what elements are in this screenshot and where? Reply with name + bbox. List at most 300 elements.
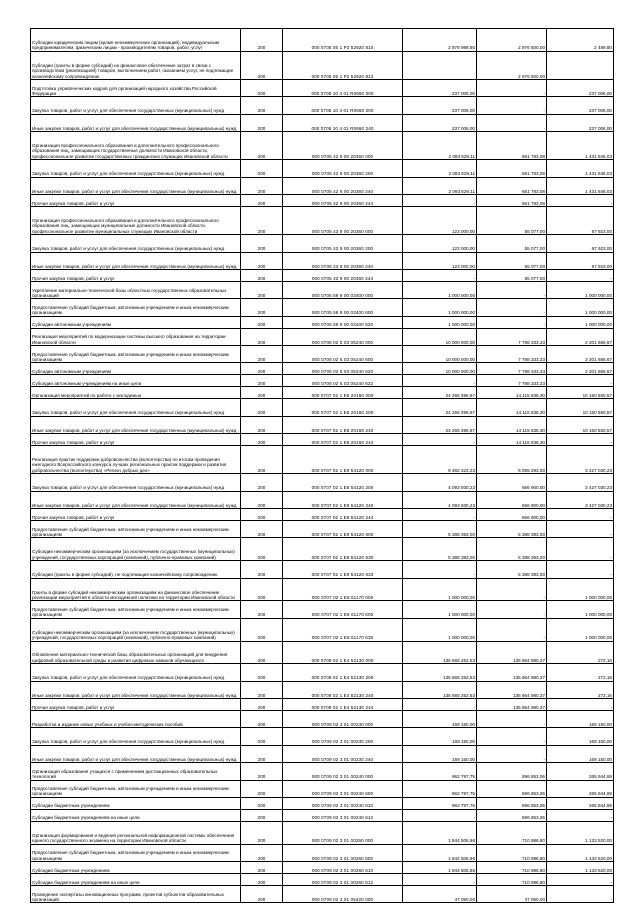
row-code-cell: 200 bbox=[241, 114, 283, 131]
row-code-cell: 200 bbox=[241, 269, 283, 281]
row-executed-cell: 55 077,00 bbox=[477, 235, 547, 252]
row-name-cell: Подготовка управленческих кадров для организаций народного хозяйства Российской Федерации bbox=[31, 79, 241, 96]
row-name-cell: Предоставление субсидий бюджетным, автономным учреждениям и иным некоммерческим организациям bbox=[31, 299, 241, 316]
row-code-cell: 200 bbox=[241, 177, 283, 194]
row-approved-cell: 1 000 000,00 bbox=[403, 578, 477, 601]
row-executed-cell: - bbox=[477, 299, 547, 316]
row-classification-cell: 000 0709 02 3 01 00260 610 bbox=[283, 862, 403, 874]
row-approved-cell: - bbox=[403, 509, 477, 521]
row-approved-cell: 2 093 629,11 bbox=[403, 160, 477, 177]
table-row bbox=[31, 711, 614, 728]
row-name-cell: Иные закупки товаров, работ и услуг для обеспечения государственных (муниципальных) нужд bbox=[31, 177, 241, 194]
row-executed-cell: 7 798 333,33 bbox=[477, 328, 547, 345]
row-name-cell: Субсидии автономным учреждениям на иные цели bbox=[31, 375, 241, 387]
row-executed-cell: - bbox=[477, 97, 547, 114]
row-approved-cell: 10 000 000,00 bbox=[403, 363, 477, 375]
row-name-cell: Прочая закупка товаров, работ и услуг bbox=[31, 269, 241, 281]
row-name-cell: Иные закупки товаров, работ и услуг для обеспечения государственных (муниципальных) нужд bbox=[31, 491, 241, 508]
row-name-cell: Закупка товаров, работ и услуг для обеспечения государственных (муниципальных) нужд bbox=[31, 235, 241, 252]
table-row bbox=[31, 521, 614, 538]
row-approved-cell: - bbox=[403, 699, 477, 711]
row-remaining-cell: 2 201 666,67 bbox=[547, 346, 614, 363]
row-approved-cell: 237 006,00 bbox=[403, 79, 477, 96]
row-executed-cell: 696 853,06 bbox=[477, 763, 547, 780]
table-row bbox=[31, 160, 614, 177]
table-row bbox=[31, 387, 614, 399]
table-row bbox=[31, 269, 614, 281]
row-approved-cell: 237 006,00 bbox=[403, 97, 477, 114]
row-remaining-cell: - bbox=[547, 521, 614, 538]
row-remaining-cell: - bbox=[547, 538, 614, 561]
row-code-cell: 200 bbox=[241, 160, 283, 177]
table-row bbox=[31, 281, 614, 298]
row-executed-cell: 14 115 838,30 bbox=[477, 434, 547, 446]
row-code-cell: 200 bbox=[241, 641, 283, 664]
row-executed-cell: 14 115 838,30 bbox=[477, 387, 547, 399]
row-name-cell: Субсидии бюджетным учреждениям на иные цели bbox=[31, 809, 241, 821]
row-remaining-cell: - bbox=[547, 809, 614, 821]
row-remaining-cell: 237 006,00 bbox=[547, 79, 614, 96]
table-row bbox=[31, 745, 614, 762]
table-row bbox=[31, 97, 614, 114]
row-code-cell: 200 bbox=[241, 328, 283, 345]
row-code-cell: 200 bbox=[241, 885, 283, 902]
table-row bbox=[31, 114, 614, 131]
table-row bbox=[31, 474, 614, 491]
row-code-cell: 200 bbox=[241, 29, 283, 52]
row-classification-cell: 000 0706 02 5 03 05240 600 bbox=[283, 346, 403, 363]
table-row bbox=[31, 780, 614, 797]
table-row bbox=[31, 252, 614, 269]
table-row bbox=[31, 821, 614, 844]
row-code-cell: 200 bbox=[241, 745, 283, 762]
row-code-cell: 200 bbox=[241, 664, 283, 681]
table-row bbox=[31, 885, 614, 902]
row-name-cell: Проведение экспертизы инновационных программ, проектов субъектов образовательных организаций bbox=[31, 885, 241, 902]
table-row bbox=[31, 874, 614, 886]
row-classification-cell: 000 0705 43 9 00 20360 240 bbox=[283, 252, 403, 269]
row-remaining-cell: 1 000 000,00 bbox=[547, 316, 614, 328]
row-remaining-cell: 265 944,69 bbox=[547, 797, 614, 809]
row-executed-cell: 135 664 980,37 bbox=[477, 681, 547, 698]
row-name-cell: Организация мероприятий по работе с молодежью bbox=[31, 387, 241, 399]
row-code-cell: 200 bbox=[241, 446, 283, 474]
row-remaining-cell: - bbox=[547, 699, 614, 711]
row-code-cell: 200 bbox=[241, 416, 283, 433]
row-name-cell: Организация образования учащихся с применением дистанционных образовательных технологий bbox=[31, 763, 241, 780]
row-name-cell: Закупка товаров, работ и услуг для обеспечения государственных (муниципальных) нужд bbox=[31, 160, 241, 177]
table-row bbox=[31, 346, 614, 363]
row-approved-cell: 4 093 930,23 bbox=[403, 474, 477, 491]
table-row bbox=[31, 363, 614, 375]
row-executed-cell: 14 115 838,30 bbox=[477, 399, 547, 416]
row-classification-cell: 000 0709 02 3 01 00230 000 bbox=[283, 711, 403, 728]
table-row bbox=[31, 416, 614, 433]
row-name-cell: Закупка товаров, работ и услуг для обеспечения государственных (муниципальных) нужд bbox=[31, 97, 241, 114]
row-name-cell: Субсидии юридическим лицам (кроме некоммерческих организаций), индивидуальным предпринимателям, физическим лицам - производителям товаров, работ, услуг bbox=[31, 29, 241, 52]
row-classification-cell: 000 0707 02 1 E8 20160 244 bbox=[283, 434, 403, 446]
row-executed-cell: 55 077,00 bbox=[477, 207, 547, 235]
row-approved-cell: 123 000,00 bbox=[403, 235, 477, 252]
row-executed-cell: 666 900,00 bbox=[477, 474, 547, 491]
row-code-cell: 200 bbox=[241, 79, 283, 96]
row-name-cell: Субсидии бюджетным учреждениям bbox=[31, 797, 241, 809]
row-classification-cell: 000 0709 02 3 01 00240 612 bbox=[283, 809, 403, 821]
row-approved-cell: - bbox=[403, 434, 477, 446]
row-remaining-cell: 1 431 846,03 bbox=[547, 132, 614, 160]
row-name-cell: Реализация мероприятий по модернизации системы высшего образования на территории Ивановской области bbox=[31, 328, 241, 345]
table-row bbox=[31, 235, 614, 252]
row-approved-cell: 1 000 000,00 bbox=[403, 299, 477, 316]
row-executed-cell: - bbox=[477, 316, 547, 328]
row-executed-cell: 696 853,06 bbox=[477, 780, 547, 797]
row-code-cell: 200 bbox=[241, 578, 283, 601]
row-classification-cell: 000 0709 02 3 01 00240 600 bbox=[283, 780, 403, 797]
row-name-cell: Предоставление субсидий бюджетным, автономным учреждениям и иным некоммерческим организациям bbox=[31, 521, 241, 538]
row-code-cell: 200 bbox=[241, 399, 283, 416]
row-executed-cell: 2 976 500,00 bbox=[477, 29, 547, 52]
row-name-cell: Гранты в форме субсидий некоммерческим организациям на финансовое обеспечение реализации мероприятий в области молодежной политики на территории Ивановской области bbox=[31, 578, 241, 601]
row-classification-cell: 000 0709 02 3 01 00230 240 bbox=[283, 745, 403, 762]
table-row bbox=[31, 299, 614, 316]
row-remaining-cell: 3 427 030,23 bbox=[547, 446, 614, 474]
row-remaining-cell: - bbox=[547, 561, 614, 578]
table-row bbox=[31, 561, 614, 578]
table-row bbox=[31, 601, 614, 618]
row-code-cell: 200 bbox=[241, 561, 283, 578]
table-row bbox=[31, 29, 614, 52]
row-code-cell: 200 bbox=[241, 299, 283, 316]
row-classification-cell: 000 0705 42 9 00 20360 240 bbox=[283, 177, 403, 194]
row-remaining-cell: 1 000 000,00 bbox=[547, 578, 614, 601]
row-approved-cell: 123 000,00 bbox=[403, 207, 477, 235]
row-name-cell: Укрепление материально-технической базы областных государственных образовательных организаций bbox=[31, 281, 241, 298]
row-remaining-cell: - bbox=[547, 269, 614, 281]
row-classification-cell: 000 0707 02 1 E8 54120 633 bbox=[283, 561, 403, 578]
table-row bbox=[31, 328, 614, 345]
row-executed-cell: 6 055 293,00 bbox=[477, 446, 547, 474]
row-classification-cell: 000 0706 02 5 03 05240 620 bbox=[283, 363, 403, 375]
row-executed-cell: 710 986,80 bbox=[477, 862, 547, 874]
report-sheet bbox=[30, 28, 613, 903]
row-classification-cell: 000 0705 05 1 P2 52920 813 bbox=[283, 51, 403, 79]
row-code-cell: 200 bbox=[241, 618, 283, 641]
row-remaining-cell: 10 150 560,57 bbox=[547, 416, 614, 433]
row-approved-cell: 962 797,75 bbox=[403, 780, 477, 797]
row-code-cell: 200 bbox=[241, 252, 283, 269]
row-executed-cell: 661 783,08 bbox=[477, 177, 547, 194]
row-name-cell: Субсидии некоммерческим организациям (за исключением государственных (муниципальных) учреждений, государственных корпораций (компаний), публично-правовых компаний) bbox=[31, 618, 241, 641]
row-classification-cell: 000 0709 02 3 01 00240 000 bbox=[283, 763, 403, 780]
row-code-cell: 200 bbox=[241, 346, 283, 363]
row-remaining-cell: 1 133 520,00 bbox=[547, 844, 614, 861]
row-classification-cell: 000 0705 05 1 P2 52920 810 bbox=[283, 29, 403, 52]
row-approved-cell: - bbox=[403, 561, 477, 578]
row-remaining-cell: - bbox=[547, 874, 614, 886]
row-remaining-cell: - bbox=[547, 195, 614, 207]
row-executed-cell: 5 388 393,00 bbox=[477, 538, 547, 561]
row-classification-cell: 000 0707 02 1 E8 20160 240 bbox=[283, 416, 403, 433]
table-row bbox=[31, 538, 614, 561]
row-remaining-cell: 237 006,00 bbox=[547, 97, 614, 114]
row-classification-cell: 000 0709 02 1 E4 52130 240 bbox=[283, 681, 403, 698]
row-name-cell: Прочая закупка товаров, работ и услуг bbox=[31, 195, 241, 207]
table-row bbox=[31, 578, 614, 601]
row-remaining-cell: 67 923,00 bbox=[547, 252, 614, 269]
row-approved-cell: 2 093 629,11 bbox=[403, 177, 477, 194]
table-row bbox=[31, 699, 614, 711]
table-row bbox=[31, 728, 614, 745]
row-classification-cell: 000 0705 10 4 01 R0660 000 bbox=[283, 79, 403, 96]
row-approved-cell: 2 093 629,11 bbox=[403, 132, 477, 160]
row-approved-cell: 135 665 252,53 bbox=[403, 664, 477, 681]
row-classification-cell: 000 0709 02 3 01 00260 612 bbox=[283, 874, 403, 886]
row-classification-cell: 000 0709 02 3 01 00240 610 bbox=[283, 797, 403, 809]
row-name-cell: Организация профессионального образования и дополнительного профессионального образования лиц, замещающих муниципальные должности Ивановской области, профессиональное развитие муниципальных служащих Ивановской области bbox=[31, 207, 241, 235]
row-approved-cell: 1 000 000,00 bbox=[403, 618, 477, 641]
row-code-cell: 200 bbox=[241, 780, 283, 797]
row-classification-cell: 000 0705 42 9 00 20360 244 bbox=[283, 195, 403, 207]
row-code-cell: 200 bbox=[241, 51, 283, 79]
row-remaining-cell: 1 133 520,00 bbox=[547, 821, 614, 844]
row-executed-cell: 135 664 980,37 bbox=[477, 641, 547, 664]
row-approved-cell: 10 000 000,00 bbox=[403, 346, 477, 363]
row-code-cell: 200 bbox=[241, 509, 283, 521]
row-executed-cell: 710 986,80 bbox=[477, 874, 547, 886]
row-executed-cell: 47 050,00 bbox=[477, 885, 547, 902]
row-executed-cell: 661 783,08 bbox=[477, 132, 547, 160]
row-remaining-cell: - bbox=[547, 434, 614, 446]
row-executed-cell: 135 664 980,37 bbox=[477, 664, 547, 681]
row-name-cell: Прочая закупка товаров, работ и услуг bbox=[31, 699, 241, 711]
row-classification-cell: 000 0709 02 3 01 00260 000 bbox=[283, 821, 403, 844]
row-classification-cell: 000 0707 02 1 E8 54120 240 bbox=[283, 491, 403, 508]
row-classification-cell: 000 0707 02 1 E8 61170 600 bbox=[283, 601, 403, 618]
row-executed-cell: 5 388 393,00 bbox=[477, 561, 547, 578]
row-name-cell: Предоставление субсидий бюджетным, автономным учреждениям и иным некоммерческим организациям bbox=[31, 346, 241, 363]
row-executed-cell: - bbox=[477, 578, 547, 601]
row-name-cell: Закупка товаров, работ и услуг для обеспечения государственных (муниципальных) нужд bbox=[31, 399, 241, 416]
row-executed-cell: 710 986,80 bbox=[477, 844, 547, 861]
budget-execution-table bbox=[30, 28, 614, 903]
row-executed-cell: 666 900,00 bbox=[477, 509, 547, 521]
row-remaining-cell: 10 150 560,57 bbox=[547, 387, 614, 399]
row-classification-cell: 000 0705 43 9 00 20360 000 bbox=[283, 207, 403, 235]
row-approved-cell: 10 000 000,00 bbox=[403, 328, 477, 345]
table-row bbox=[31, 132, 614, 160]
row-code-cell: 200 bbox=[241, 728, 283, 745]
row-executed-cell: 661 783,08 bbox=[477, 195, 547, 207]
table-row bbox=[31, 641, 614, 664]
row-remaining-cell: 272,16 bbox=[547, 681, 614, 698]
row-name-cell: Предоставление субсидий бюджетным, автономным учреждениям и иным некоммерческим организациям bbox=[31, 780, 241, 797]
row-classification-cell: 000 0709 02 1 E4 52130 000 bbox=[283, 641, 403, 664]
row-name-cell: Субсидии бюджетным учреждениям bbox=[31, 862, 241, 874]
row-remaining-cell: 2 489,80 bbox=[547, 29, 614, 52]
row-code-cell: 200 bbox=[241, 281, 283, 298]
row-code-cell: 200 bbox=[241, 711, 283, 728]
row-name-cell: Иные закупки товаров, работ и услуг для обеспечения государственных (муниципальных) нужд bbox=[31, 114, 241, 131]
table-row bbox=[31, 375, 614, 387]
row-code-cell: 200 bbox=[241, 538, 283, 561]
row-code-cell: 200 bbox=[241, 132, 283, 160]
row-name-cell: Обновление материально-технической базы образовательных организаций для внедрения цифровой образовательной среды и развития цифровых навыков обучающихся bbox=[31, 641, 241, 664]
row-classification-cell: 000 0707 02 1 E8 54120 244 bbox=[283, 509, 403, 521]
row-approved-cell: 5 388 393,00 bbox=[403, 538, 477, 561]
row-approved-cell: 135 665 252,53 bbox=[403, 681, 477, 698]
row-classification-cell: 000 0706 02 5 03 05240 622 bbox=[283, 375, 403, 387]
row-code-cell: 200 bbox=[241, 491, 283, 508]
row-code-cell: 200 bbox=[241, 844, 283, 861]
row-approved-cell: 4 093 930,23 bbox=[403, 491, 477, 508]
row-remaining-cell: 1 431 846,03 bbox=[547, 177, 614, 194]
row-code-cell: 200 bbox=[241, 874, 283, 886]
row-approved-cell: 1 000 000,00 bbox=[403, 601, 477, 618]
row-approved-cell: 169 150,00 bbox=[403, 711, 477, 728]
row-name-cell: Субсидии (гранты в форме субсидий), не подлежащие казначейскому сопровождению bbox=[31, 561, 241, 578]
row-executed-cell: 696 853,06 bbox=[477, 809, 547, 821]
row-classification-cell: 000 0709 02 3 01 05420 000 bbox=[283, 885, 403, 902]
row-remaining-cell: 272,16 bbox=[547, 641, 614, 664]
row-executed-cell: - bbox=[477, 745, 547, 762]
table-row bbox=[31, 51, 614, 79]
row-code-cell: 200 bbox=[241, 363, 283, 375]
row-name-cell: Иные закупки товаров, работ и услуг для обеспечения государственных (муниципальных) нужд bbox=[31, 416, 241, 433]
row-classification-cell: 000 0707 02 1 E8 20160 000 bbox=[283, 387, 403, 399]
row-executed-cell: 14 115 838,30 bbox=[477, 416, 547, 433]
table-row bbox=[31, 446, 614, 474]
row-code-cell: 200 bbox=[241, 235, 283, 252]
row-approved-cell: 237 006,00 bbox=[403, 114, 477, 131]
row-remaining-cell: - bbox=[547, 509, 614, 521]
row-code-cell: 200 bbox=[241, 763, 283, 780]
row-name-cell: Предоставление субсидий бюджетным, автономным учреждениям и иным некоммерческим организациям bbox=[31, 844, 241, 861]
row-code-cell: 200 bbox=[241, 316, 283, 328]
row-name-cell: Организация профессионального образования и дополнительного профессионального образования лиц, замещающих государственные должности Ивановской области, профессиональное развитие государственных гражданских служащих Ивановской области bbox=[31, 132, 241, 160]
row-name-cell: Реализация практик поддержки добровольчества (волонтерства) по итогам проведения ежегодного Всероссийского конкурса лучших региональных практик поддержки и развития добровольчества (волонтерства) «Регион добрых дел» bbox=[31, 446, 241, 474]
table-row bbox=[31, 491, 614, 508]
row-classification-cell: 000 0705 43 9 00 20360 200 bbox=[283, 235, 403, 252]
row-classification-cell: 000 0705 59 9 00 03400 600 bbox=[283, 299, 403, 316]
row-code-cell: 200 bbox=[241, 797, 283, 809]
row-name-cell: Иные закупки товаров, работ и услуг для обеспечения государственных (муниципальных) нужд bbox=[31, 745, 241, 762]
row-remaining-cell: 67 923,00 bbox=[547, 207, 614, 235]
row-classification-cell: 000 0709 02 1 E4 52130 244 bbox=[283, 699, 403, 711]
row-classification-cell: 000 0707 02 1 E8 54120 600 bbox=[283, 521, 403, 538]
table-row bbox=[31, 195, 614, 207]
row-approved-cell: 123 000,00 bbox=[403, 252, 477, 269]
row-classification-cell: 000 0707 02 1 E8 54120 630 bbox=[283, 538, 403, 561]
row-remaining-cell: 2 201 666,67 bbox=[547, 363, 614, 375]
row-classification-cell: 000 0707 02 1 E8 54120 200 bbox=[283, 474, 403, 491]
row-approved-cell: 135 665 252,53 bbox=[403, 641, 477, 664]
row-name-cell: Субсидии бюджетным учреждениям на иные цели bbox=[31, 874, 241, 886]
row-classification-cell: 000 0707 02 1 E8 54120 000 bbox=[283, 446, 403, 474]
row-approved-cell: 24 266 396,67 bbox=[403, 399, 477, 416]
row-remaining-cell: 3 427 030,23 bbox=[547, 491, 614, 508]
row-classification-cell: 000 0705 10 4 01 R0660 200 bbox=[283, 97, 403, 114]
row-name-cell: Закупка товаров, работ и услуг для обеспечения государственных (муниципальных) нужд bbox=[31, 664, 241, 681]
row-approved-cell: 1 844 506,66 bbox=[403, 821, 477, 844]
row-approved-cell: 24 266 396,67 bbox=[403, 416, 477, 433]
table-row bbox=[31, 862, 614, 874]
row-name-cell: Субсидии автономным учреждениям bbox=[31, 363, 241, 375]
row-executed-cell: 666 900,00 bbox=[477, 491, 547, 508]
table-row bbox=[31, 844, 614, 861]
row-executed-cell: 2 976 500,00 bbox=[477, 51, 547, 79]
table-row bbox=[31, 681, 614, 698]
row-executed-cell: - bbox=[477, 601, 547, 618]
row-remaining-cell: 265 944,69 bbox=[547, 780, 614, 797]
table-row bbox=[31, 399, 614, 416]
row-executed-cell: - bbox=[477, 114, 547, 131]
row-name-cell: Прочая закупка товаров, работ и услуг bbox=[31, 509, 241, 521]
row-executed-cell: - bbox=[477, 711, 547, 728]
row-executed-cell: - bbox=[477, 281, 547, 298]
row-approved-cell: 24 266 396,67 bbox=[403, 387, 477, 399]
row-remaining-cell: 1 000 000,00 bbox=[547, 618, 614, 641]
row-remaining-cell: 169 150,00 bbox=[547, 711, 614, 728]
row-name-cell: Иные закупки товаров, работ и услуг для обеспечения государственных (муниципальных) нужд bbox=[31, 681, 241, 698]
row-approved-cell: 1 844 506,66 bbox=[403, 862, 477, 874]
row-classification-cell: 000 0705 42 9 00 20360 200 bbox=[283, 160, 403, 177]
row-name-cell: Предоставление субсидий бюджетным, автономным учреждениям и иным некоммерческим организациям bbox=[31, 601, 241, 618]
row-classification-cell: 000 0705 59 9 00 03400 620 bbox=[283, 316, 403, 328]
row-code-cell: 200 bbox=[241, 375, 283, 387]
row-name-cell: Субсидии автономным учреждениям bbox=[31, 316, 241, 328]
row-approved-cell: - bbox=[403, 809, 477, 821]
row-classification-cell: 000 0707 02 1 E8 20160 200 bbox=[283, 399, 403, 416]
row-code-cell: 200 bbox=[241, 699, 283, 711]
row-executed-cell: 55 077,00 bbox=[477, 252, 547, 269]
row-code-cell: 200 bbox=[241, 521, 283, 538]
row-executed-cell: - bbox=[477, 79, 547, 96]
row-approved-cell: 962 797,75 bbox=[403, 763, 477, 780]
row-executed-cell: 7 798 333,33 bbox=[477, 375, 547, 387]
row-executed-cell: 7 798 333,33 bbox=[477, 363, 547, 375]
row-classification-cell: 000 0709 02 3 01 00230 200 bbox=[283, 728, 403, 745]
row-executed-cell: - bbox=[477, 618, 547, 641]
row-remaining-cell: 3 427 030,23 bbox=[547, 474, 614, 491]
table-row bbox=[31, 434, 614, 446]
row-remaining-cell: 1 000 000,00 bbox=[547, 281, 614, 298]
row-approved-cell: 962 797,75 bbox=[403, 797, 477, 809]
row-approved-cell: 9 482 323,23 bbox=[403, 446, 477, 474]
row-classification-cell: 000 0707 02 1 E8 61170 630 bbox=[283, 618, 403, 641]
row-name-cell: Закупка товаров, работ и услуг для обеспечения государственных (муниципальных) нужд bbox=[31, 728, 241, 745]
row-remaining-cell bbox=[547, 51, 614, 79]
table-row bbox=[31, 664, 614, 681]
row-code-cell: 200 bbox=[241, 97, 283, 114]
row-executed-cell: 710 986,80 bbox=[477, 821, 547, 844]
table-row bbox=[31, 207, 614, 235]
row-remaining-cell: 1 000 000,00 bbox=[547, 299, 614, 316]
row-remaining-cell: 1 431 846,03 bbox=[547, 160, 614, 177]
row-remaining-cell: 10 150 560,57 bbox=[547, 399, 614, 416]
row-remaining-cell: - bbox=[547, 375, 614, 387]
row-code-cell: 200 bbox=[241, 474, 283, 491]
row-classification-cell: 000 0705 10 4 01 R0660 240 bbox=[283, 114, 403, 131]
row-name-cell: Прочая закупка товаров, работ и услуг bbox=[31, 434, 241, 446]
row-code-cell: 200 bbox=[241, 387, 283, 399]
row-remaining-cell: 237 006,00 bbox=[547, 114, 614, 131]
row-name-cell: Разработка и издание новых учебных и учебно-методических пособий bbox=[31, 711, 241, 728]
row-remaining-cell: 2 201 666,67 bbox=[547, 328, 614, 345]
row-approved-cell: 169 150,00 bbox=[403, 728, 477, 745]
row-name-cell: Иные закупки товаров, работ и услуг для обеспечения государственных (муниципальных) нужд bbox=[31, 252, 241, 269]
row-executed-cell: 696 853,06 bbox=[477, 797, 547, 809]
row-approved-cell: 1 000 000,00 bbox=[403, 281, 477, 298]
